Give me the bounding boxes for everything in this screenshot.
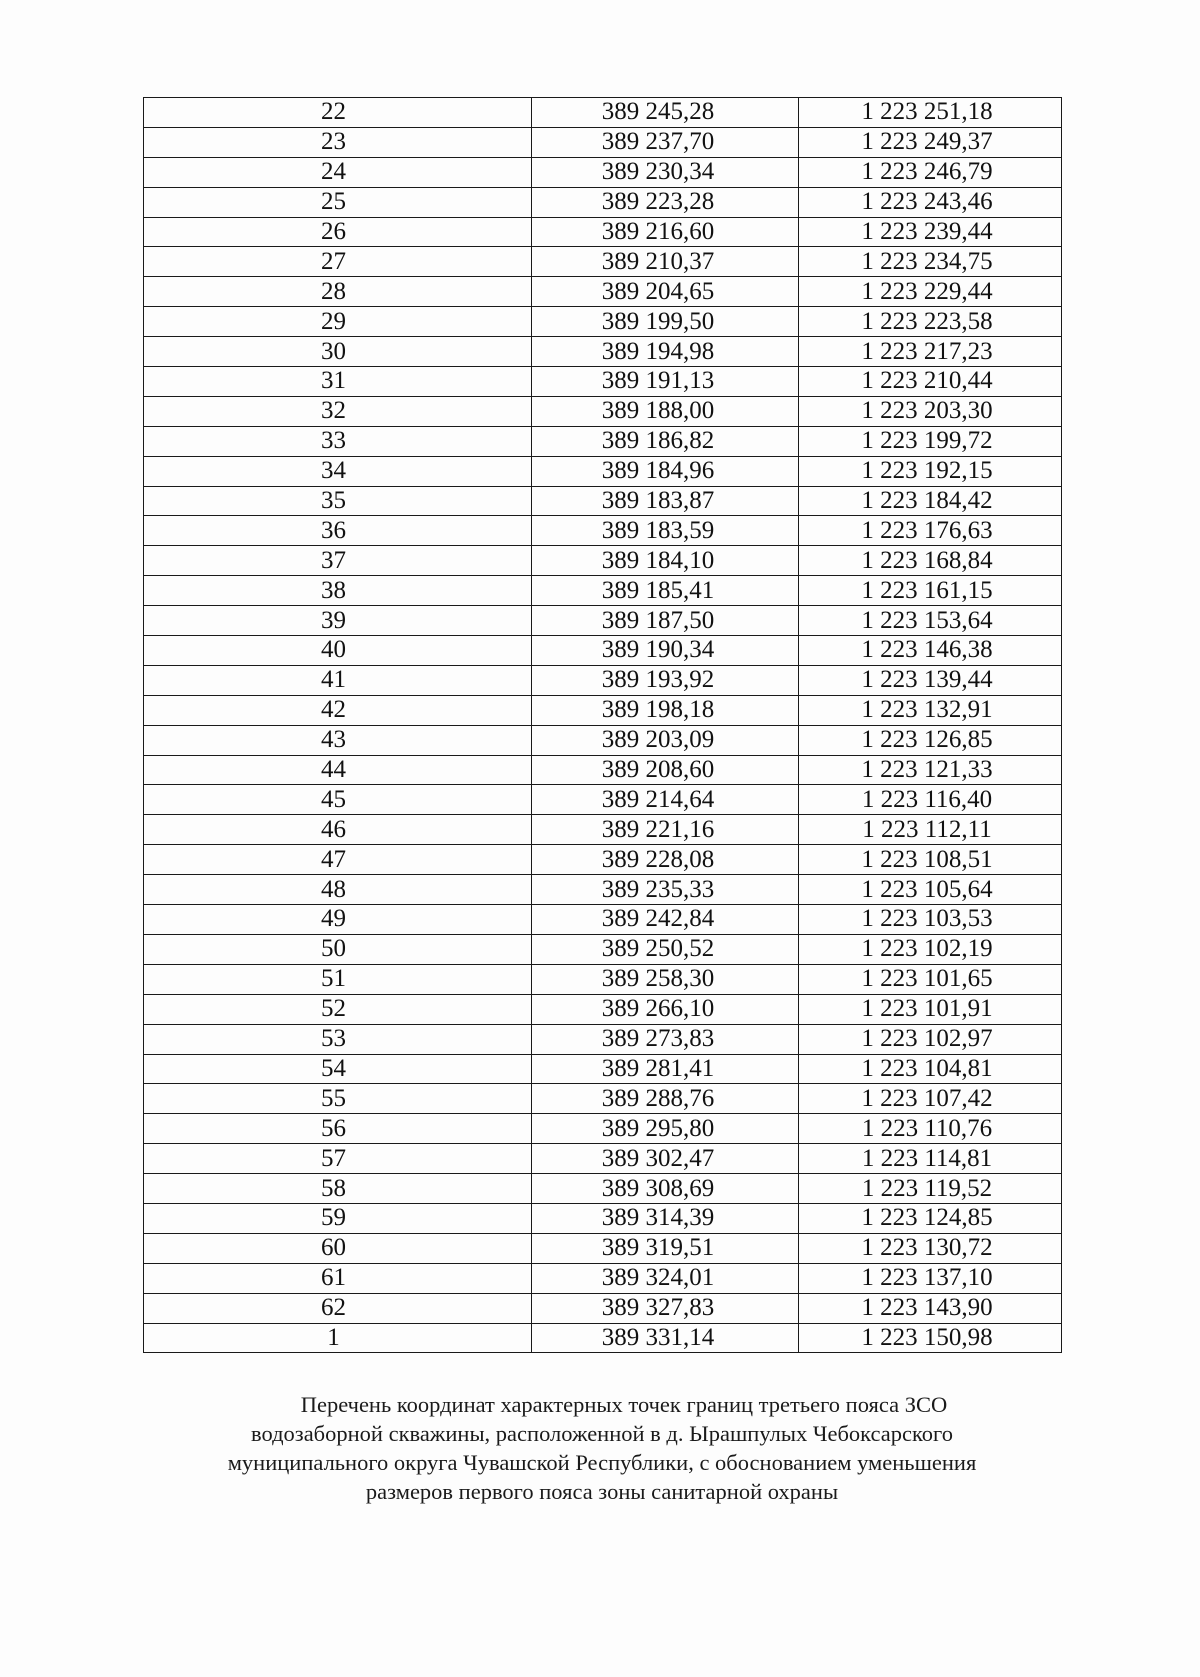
point-number-cell: 60 — [144, 1233, 532, 1263]
x-coordinate-cell: 389 308,69 — [532, 1174, 799, 1204]
x-coordinate-cell: 389 288,76 — [532, 1084, 799, 1114]
y-coordinate-cell: 1 223 234,75 — [799, 247, 1062, 277]
x-coordinate-cell: 389 191,13 — [532, 367, 799, 397]
point-number-cell: 28 — [144, 277, 532, 307]
table-row — [144, 277, 1062, 307]
table-row — [144, 367, 1062, 397]
x-coordinate-cell: 389 228,08 — [532, 845, 799, 875]
point-number-cell: 42 — [144, 695, 532, 725]
y-coordinate-cell: 1 223 150,98 — [799, 1323, 1062, 1353]
point-number-cell: 52 — [144, 994, 532, 1024]
point-number-cell: 30 — [144, 337, 532, 367]
table-row — [144, 994, 1062, 1024]
caption-line: размеров первого пояса зоны санитарной охраны — [365, 1479, 839, 1504]
point-number-cell: 32 — [144, 396, 532, 426]
table-row — [144, 516, 1062, 546]
y-coordinate-cell: 1 223 203,30 — [799, 396, 1062, 426]
table-row — [144, 1114, 1062, 1144]
y-coordinate-cell: 1 223 223,58 — [799, 307, 1062, 337]
table-row — [144, 1054, 1062, 1084]
y-coordinate-cell: 1 223 110,76 — [799, 1114, 1062, 1144]
x-coordinate-cell: 389 331,14 — [532, 1323, 799, 1353]
table-row — [144, 815, 1062, 845]
x-coordinate-cell: 389 250,52 — [532, 934, 799, 964]
point-number-cell: 46 — [144, 815, 532, 845]
x-coordinate-cell: 389 214,64 — [532, 785, 799, 815]
caption-line: водозаборной скважины, расположенной в д. Ырашпулых Чебоксарского — [251, 1421, 953, 1446]
table-row — [144, 127, 1062, 157]
table-row — [144, 307, 1062, 337]
x-coordinate-cell: 389 319,51 — [532, 1233, 799, 1263]
x-coordinate-cell: 389 187,50 — [532, 606, 799, 636]
x-coordinate-cell: 389 327,83 — [532, 1293, 799, 1323]
table-row — [144, 1024, 1062, 1054]
x-coordinate-cell: 389 314,39 — [532, 1203, 799, 1233]
x-coordinate-cell: 389 204,65 — [532, 277, 799, 307]
point-number-cell: 57 — [144, 1144, 532, 1174]
table-row — [144, 934, 1062, 964]
y-coordinate-cell: 1 223 210,44 — [799, 367, 1062, 397]
point-number-cell: 62 — [144, 1293, 532, 1323]
table-row — [144, 695, 1062, 725]
y-coordinate-cell: 1 223 229,44 — [799, 277, 1062, 307]
x-coordinate-cell: 389 194,98 — [532, 337, 799, 367]
point-number-cell: 47 — [144, 845, 532, 875]
point-number-cell: 23 — [144, 127, 532, 157]
table-row — [144, 98, 1062, 128]
x-coordinate-cell: 389 198,18 — [532, 695, 799, 725]
x-coordinate-cell: 389 235,33 — [532, 875, 799, 905]
y-coordinate-cell: 1 223 249,37 — [799, 127, 1062, 157]
point-number-cell: 61 — [144, 1263, 532, 1293]
table-row — [144, 1144, 1062, 1174]
table-row — [144, 755, 1062, 785]
point-number-cell: 34 — [144, 456, 532, 486]
y-coordinate-cell: 1 223 184,42 — [799, 486, 1062, 516]
y-coordinate-cell: 1 223 132,91 — [799, 695, 1062, 725]
point-number-cell: 29 — [144, 307, 532, 337]
point-number-cell: 24 — [144, 157, 532, 187]
y-coordinate-cell: 1 223 168,84 — [799, 546, 1062, 576]
y-coordinate-cell: 1 223 105,64 — [799, 875, 1062, 905]
point-number-cell: 31 — [144, 367, 532, 397]
x-coordinate-cell: 389 203,09 — [532, 725, 799, 755]
x-coordinate-cell: 389 183,87 — [532, 486, 799, 516]
section-caption — [143, 1390, 1061, 1506]
table-row — [144, 606, 1062, 636]
x-coordinate-cell: 389 302,47 — [532, 1144, 799, 1174]
table-row — [144, 845, 1062, 875]
table-row — [144, 785, 1062, 815]
y-coordinate-cell: 1 223 103,53 — [799, 905, 1062, 935]
x-coordinate-cell: 389 185,41 — [532, 576, 799, 606]
table-row — [144, 486, 1062, 516]
y-coordinate-cell: 1 223 119,52 — [799, 1174, 1062, 1204]
table-row — [144, 905, 1062, 935]
point-number-cell: 43 — [144, 725, 532, 755]
table-row — [144, 217, 1062, 247]
point-number-cell: 38 — [144, 576, 532, 606]
point-number-cell: 56 — [144, 1114, 532, 1144]
y-coordinate-cell: 1 223 101,91 — [799, 994, 1062, 1024]
point-number-cell: 59 — [144, 1203, 532, 1233]
x-coordinate-cell: 389 281,41 — [532, 1054, 799, 1084]
y-coordinate-cell: 1 223 108,51 — [799, 845, 1062, 875]
table-row — [144, 964, 1062, 994]
x-coordinate-cell: 389 188,00 — [532, 396, 799, 426]
y-coordinate-cell: 1 223 102,97 — [799, 1024, 1062, 1054]
table-row — [144, 1084, 1062, 1114]
point-number-cell: 55 — [144, 1084, 532, 1114]
x-coordinate-cell: 389 258,30 — [532, 964, 799, 994]
caption-line: Перечень координат характерных точек границ третьего пояса ЗСО — [300, 1392, 948, 1417]
point-number-cell: 40 — [144, 636, 532, 666]
y-coordinate-cell: 1 223 199,72 — [799, 426, 1062, 456]
x-coordinate-cell: 389 223,28 — [532, 187, 799, 217]
y-coordinate-cell: 1 223 107,42 — [799, 1084, 1062, 1114]
table-row — [144, 875, 1062, 905]
x-coordinate-cell: 389 208,60 — [532, 755, 799, 785]
y-coordinate-cell: 1 223 243,46 — [799, 187, 1062, 217]
x-coordinate-cell: 389 324,01 — [532, 1263, 799, 1293]
x-coordinate-cell: 389 193,92 — [532, 665, 799, 695]
y-coordinate-cell: 1 223 116,40 — [799, 785, 1062, 815]
x-coordinate-cell: 389 190,34 — [532, 636, 799, 666]
table-row — [144, 1323, 1062, 1353]
y-coordinate-cell: 1 223 130,72 — [799, 1233, 1062, 1263]
table-row — [144, 1203, 1062, 1233]
y-coordinate-cell: 1 223 124,85 — [799, 1203, 1062, 1233]
point-number-cell: 44 — [144, 755, 532, 785]
point-number-cell: 37 — [144, 546, 532, 576]
y-coordinate-cell: 1 223 139,44 — [799, 665, 1062, 695]
x-coordinate-cell: 389 230,34 — [532, 157, 799, 187]
coordinates-table — [143, 97, 1062, 1353]
table-row — [144, 396, 1062, 426]
y-coordinate-cell: 1 223 101,65 — [799, 964, 1062, 994]
table-row — [144, 1174, 1062, 1204]
point-number-cell: 45 — [144, 785, 532, 815]
y-coordinate-cell: 1 223 121,33 — [799, 755, 1062, 785]
y-coordinate-cell: 1 223 146,38 — [799, 636, 1062, 666]
x-coordinate-cell: 389 199,50 — [532, 307, 799, 337]
table-row — [144, 1263, 1062, 1293]
y-coordinate-cell: 1 223 239,44 — [799, 217, 1062, 247]
point-number-cell: 51 — [144, 964, 532, 994]
point-number-cell: 41 — [144, 665, 532, 695]
x-coordinate-cell: 389 183,59 — [532, 516, 799, 546]
point-number-cell: 58 — [144, 1174, 532, 1204]
y-coordinate-cell: 1 223 137,10 — [799, 1263, 1062, 1293]
point-number-cell: 26 — [144, 217, 532, 247]
table-row — [144, 725, 1062, 755]
point-number-cell: 27 — [144, 247, 532, 277]
caption-line: муниципального округа Чувашской Республики, с обоснованием уменьшения — [227, 1450, 977, 1475]
table-row — [144, 546, 1062, 576]
point-number-cell: 1 — [144, 1323, 532, 1353]
table-row — [144, 636, 1062, 666]
point-number-cell: 48 — [144, 875, 532, 905]
table-row — [144, 187, 1062, 217]
table-row — [144, 576, 1062, 606]
table-row — [144, 456, 1062, 486]
x-coordinate-cell: 389 186,82 — [532, 426, 799, 456]
point-number-cell: 50 — [144, 934, 532, 964]
point-number-cell: 39 — [144, 606, 532, 636]
y-coordinate-cell: 1 223 246,79 — [799, 157, 1062, 187]
point-number-cell: 35 — [144, 486, 532, 516]
x-coordinate-cell: 389 216,60 — [532, 217, 799, 247]
x-coordinate-cell: 389 184,96 — [532, 456, 799, 486]
point-number-cell: 22 — [144, 98, 532, 128]
table-row — [144, 1293, 1062, 1323]
point-number-cell: 49 — [144, 905, 532, 935]
y-coordinate-cell: 1 223 114,81 — [799, 1144, 1062, 1174]
x-coordinate-cell: 389 242,84 — [532, 905, 799, 935]
x-coordinate-cell: 389 245,28 — [532, 98, 799, 128]
y-coordinate-cell: 1 223 176,63 — [799, 516, 1062, 546]
x-coordinate-cell: 389 184,10 — [532, 546, 799, 576]
y-coordinate-cell: 1 223 251,18 — [799, 98, 1062, 128]
y-coordinate-cell: 1 223 217,23 — [799, 337, 1062, 367]
x-coordinate-cell: 389 266,10 — [532, 994, 799, 1024]
y-coordinate-cell: 1 223 126,85 — [799, 725, 1062, 755]
point-number-cell: 33 — [144, 426, 532, 456]
point-number-cell: 25 — [144, 187, 532, 217]
table-row — [144, 1233, 1062, 1263]
table-row — [144, 247, 1062, 277]
table-row — [144, 337, 1062, 367]
y-coordinate-cell: 1 223 112,11 — [799, 815, 1062, 845]
y-coordinate-cell: 1 223 153,64 — [799, 606, 1062, 636]
y-coordinate-cell: 1 223 104,81 — [799, 1054, 1062, 1084]
y-coordinate-cell: 1 223 143,90 — [799, 1293, 1062, 1323]
x-coordinate-cell: 389 237,70 — [532, 127, 799, 157]
table-row — [144, 157, 1062, 187]
x-coordinate-cell: 389 221,16 — [532, 815, 799, 845]
table-row — [144, 426, 1062, 456]
point-number-cell: 54 — [144, 1054, 532, 1084]
coordinates-table-body — [144, 98, 1062, 1353]
y-coordinate-cell: 1 223 102,19 — [799, 934, 1062, 964]
table-row — [144, 665, 1062, 695]
y-coordinate-cell: 1 223 161,15 — [799, 576, 1062, 606]
point-number-cell: 36 — [144, 516, 532, 546]
x-coordinate-cell: 389 295,80 — [532, 1114, 799, 1144]
x-coordinate-cell: 389 210,37 — [532, 247, 799, 277]
y-coordinate-cell: 1 223 192,15 — [799, 456, 1062, 486]
point-number-cell: 53 — [144, 1024, 532, 1054]
x-coordinate-cell: 389 273,83 — [532, 1024, 799, 1054]
